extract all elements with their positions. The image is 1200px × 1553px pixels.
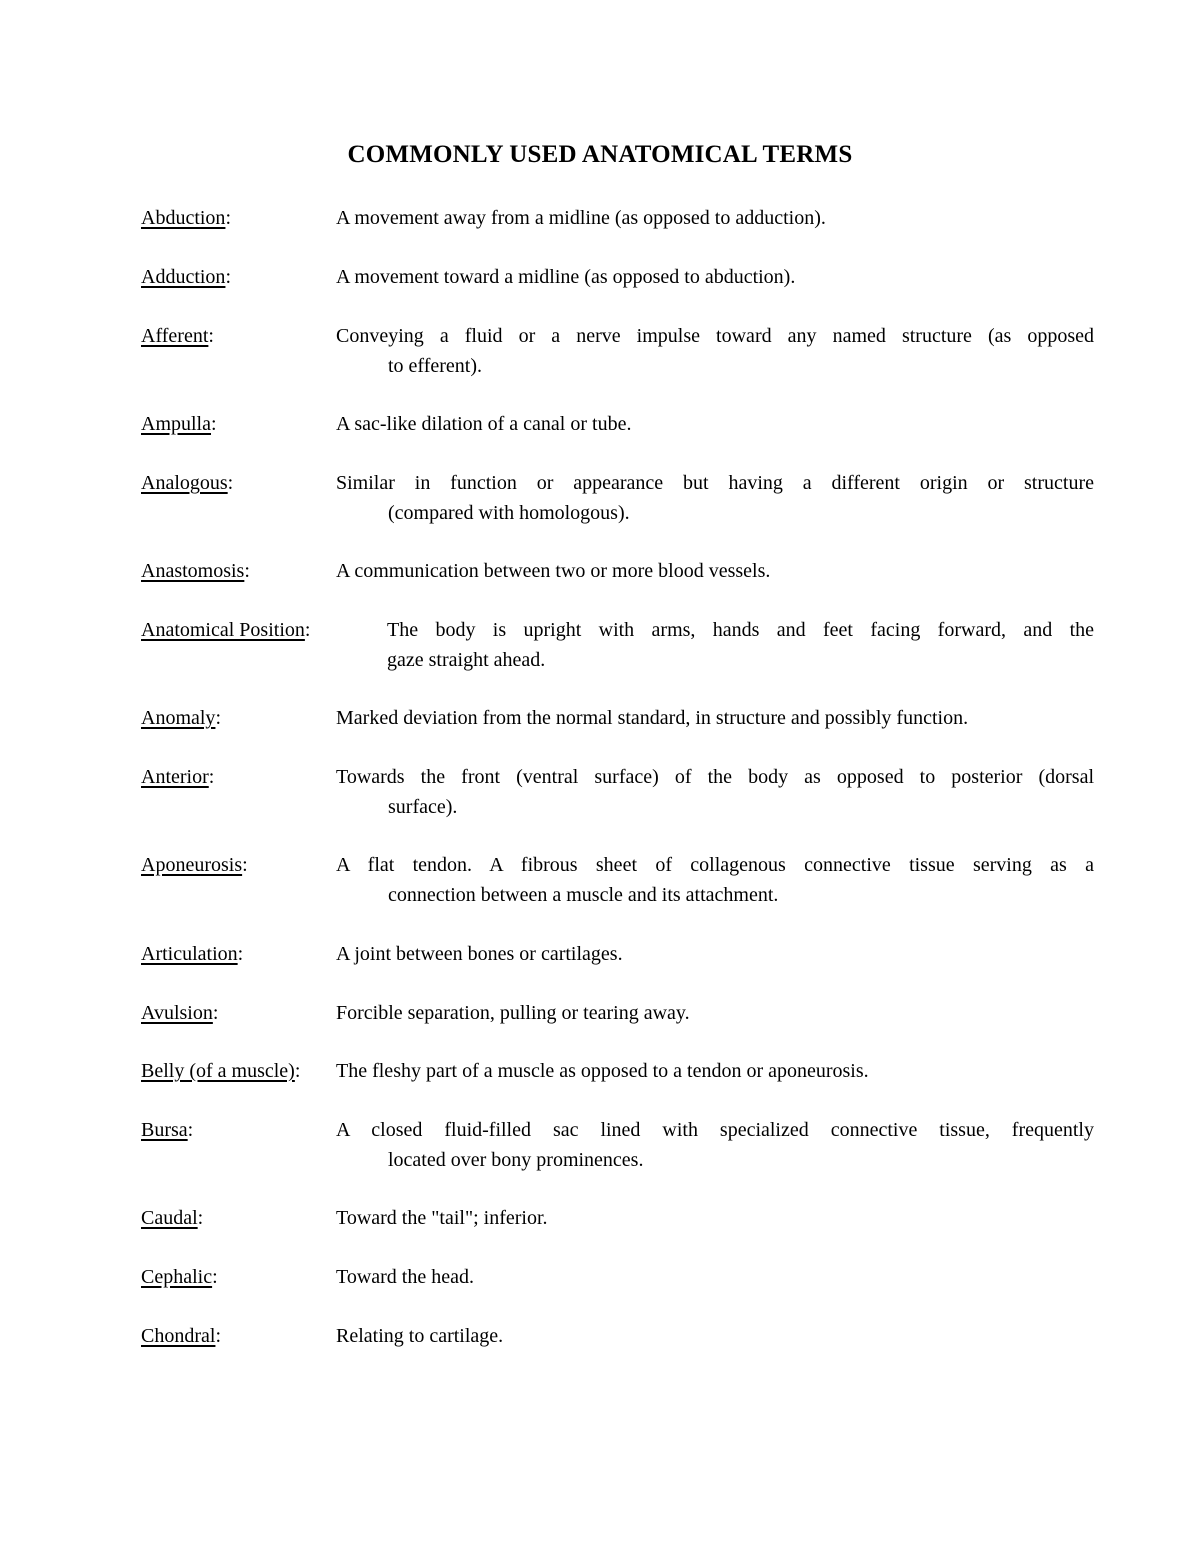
glossary-entry <box>141 1056 1094 1086</box>
definition-line: The fleshy part of a muscle as opposed to a tendon or aponeurosis. <box>336 1060 869 1082</box>
term-word: Caudal <box>141 1207 198 1229</box>
entry-term <box>141 321 214 351</box>
term-word: Anatomical Position <box>141 619 305 641</box>
entry-definition <box>336 556 1094 586</box>
entry-definition <box>336 1203 1094 1233</box>
term-word: Ampulla <box>141 413 211 435</box>
definition-line: A closed fluid-filled sac lined with specialized connective tissue, frequently <box>336 1119 1094 1141</box>
definition-line: to efferent). <box>388 355 483 377</box>
entry-term <box>141 556 250 586</box>
definition-line: A flat tendon. A fibrous sheet of collagenous connective tissue serving as a <box>336 854 1094 876</box>
entry-definition <box>336 409 1094 439</box>
definition-line: surface). <box>388 796 458 818</box>
definition-line: Similar in function or appearance but having a different origin or structure <box>336 472 1094 494</box>
entry-definition <box>336 203 1094 233</box>
term-word: Articulation <box>141 943 238 965</box>
definition-line: A movement toward a midline (as opposed to abduction). <box>336 266 796 288</box>
entry-definition <box>336 1262 1094 1292</box>
term-word: Adduction <box>141 266 226 288</box>
entry-term <box>141 762 214 792</box>
term-punct: : <box>304 619 311 641</box>
entry-definition <box>336 1056 1094 1086</box>
term-punct: : <box>197 1207 204 1229</box>
entry-definition <box>336 762 1094 822</box>
glossary-entry <box>141 762 1094 822</box>
term-word: Avulsion <box>141 1002 213 1024</box>
definition-line: Marked deviation from the normal standard, in structure and possibly function. <box>336 707 969 729</box>
term-punct: : <box>211 413 217 435</box>
term-word: Anterior <box>141 766 209 788</box>
entry-term <box>141 850 248 880</box>
entry-definition <box>336 998 1094 1028</box>
entry-definition <box>336 1321 1094 1351</box>
term-word: Bursa <box>141 1119 188 1141</box>
glossary-entry <box>141 1262 1094 1292</box>
term-punct: : <box>215 1325 221 1347</box>
glossary-entry <box>141 468 1094 528</box>
definition-line: A sac-like dilation of a canal or tube. <box>336 413 632 435</box>
entry-term <box>141 615 310 645</box>
term-word: Chondral <box>141 1325 216 1347</box>
glossary-entry <box>141 615 1094 675</box>
glossary-entry <box>141 1203 1094 1233</box>
term-punct: : <box>242 854 248 876</box>
term-punct: : <box>244 560 250 582</box>
definition-line: Toward the head. <box>336 1266 474 1288</box>
definition-line: A joint between bones or cartilages. <box>336 943 623 965</box>
entry-term <box>141 1203 203 1233</box>
term-punct: : <box>225 207 231 229</box>
entry-term <box>141 409 217 439</box>
entry-term <box>141 703 221 733</box>
definition-line: Toward the "tail"; inferior. <box>336 1207 548 1229</box>
term-punct: : <box>215 707 221 729</box>
definition-line: Conveying a fluid or a nerve impulse toward any named structure (as opposed <box>336 325 1094 347</box>
term-punct: : <box>212 1266 218 1288</box>
term-word: Abduction <box>141 207 226 229</box>
entry-term <box>141 203 231 233</box>
term-word: Anomaly <box>141 707 216 729</box>
entry-definition <box>387 615 1094 675</box>
entry-term <box>141 468 233 498</box>
definition-line: Forcible separation, pulling or tearing away. <box>336 1002 690 1024</box>
glossary-entry <box>141 321 1094 381</box>
definition-line: A communication between two or more blood vessels. <box>336 560 771 582</box>
definition-line: gaze straight ahead. <box>387 649 546 671</box>
term-punct: : <box>227 472 234 494</box>
definition-line: Towards the front (ventral surface) of the body as opposed to posterior (dorsal <box>336 766 1094 788</box>
term-punct: : <box>225 266 231 288</box>
term-punct: : <box>237 943 244 965</box>
entry-definition <box>336 468 1094 528</box>
entry-definition <box>336 703 1094 733</box>
term-punct: : <box>187 1119 194 1141</box>
glossary-entry <box>141 1115 1094 1175</box>
term-word: Anastomosis <box>141 560 245 582</box>
entry-term <box>141 1321 221 1351</box>
entry-definition <box>336 321 1094 381</box>
term-word: Analogous <box>141 472 228 494</box>
entry-term <box>141 1056 300 1086</box>
glossary-entry <box>141 262 1094 292</box>
term-punct: : <box>208 766 215 788</box>
entry-term <box>141 1262 218 1292</box>
term-punct: : <box>208 325 214 347</box>
entry-term <box>141 998 218 1028</box>
entry-term <box>141 262 231 292</box>
entry-term <box>141 939 243 969</box>
definition-line: located over bony prominences. <box>388 1149 644 1171</box>
entry-definition <box>336 1115 1094 1175</box>
term-word: Aponeurosis <box>141 854 243 876</box>
definition-line: connection between a muscle and its attachment. <box>388 884 779 906</box>
entry-definition <box>336 262 1094 292</box>
page-title: COMMONLY USED ANATOMICAL TERMS <box>347 141 853 168</box>
glossary-entry <box>141 998 1094 1028</box>
glossary-entry <box>141 203 1094 233</box>
term-word: Belly (of a muscle) <box>141 1060 295 1082</box>
entry-term <box>141 1115 193 1145</box>
entry-definition <box>336 939 1094 969</box>
term-word: Cephalic <box>141 1266 213 1288</box>
term-word: Afferent <box>141 325 209 347</box>
definition-line: A movement away from a midline (as opposed to adduction). <box>336 207 826 229</box>
glossary-entry <box>141 703 1094 733</box>
glossary-entry <box>141 850 1094 910</box>
definition-line: Relating to cartilage. <box>336 1325 504 1347</box>
term-punct: : <box>212 1002 219 1024</box>
entry-definition <box>336 850 1094 910</box>
definition-line: The body is upright with arms, hands and feet facing forward, and the <box>387 619 1094 641</box>
definition-line: (compared with homologous). <box>388 502 630 524</box>
term-punct: : <box>294 1060 301 1082</box>
glossary-entry <box>141 409 1094 439</box>
glossary-entry <box>141 1321 1094 1351</box>
glossary-entry <box>141 939 1094 969</box>
glossary-entry <box>141 556 1094 586</box>
